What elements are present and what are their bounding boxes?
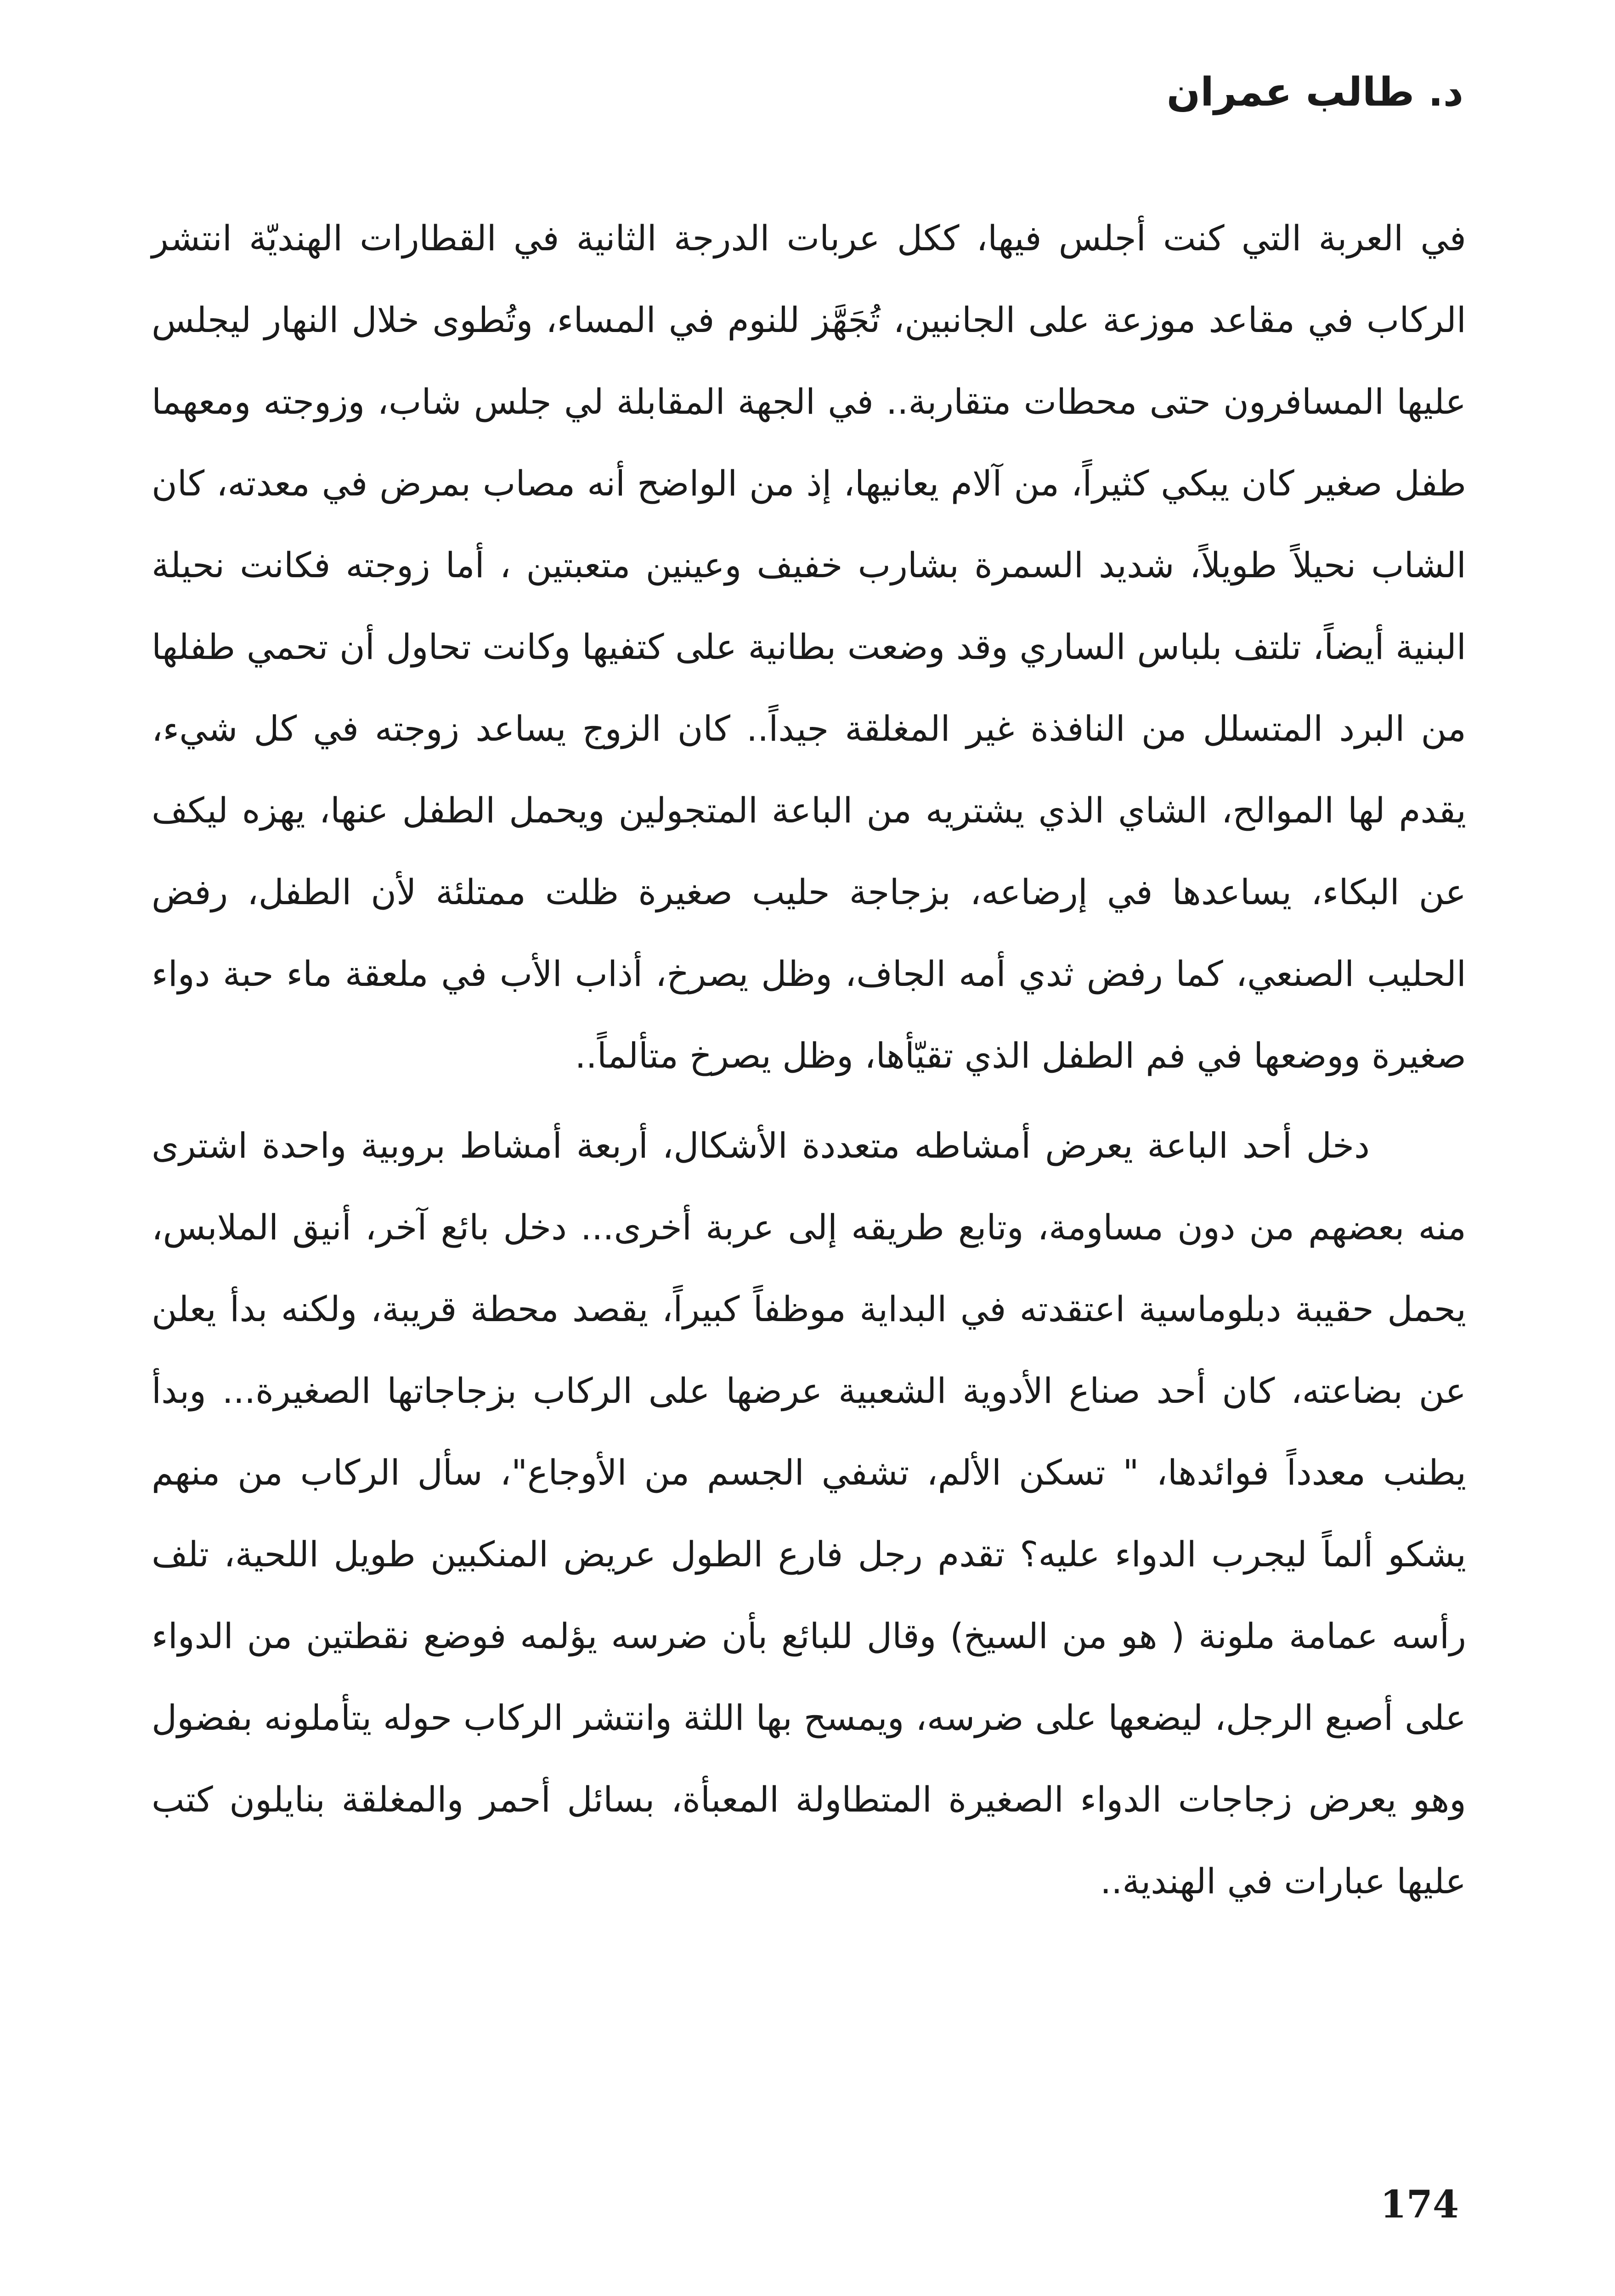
running-header-author: د. طالب عمران bbox=[1166, 69, 1463, 115]
page-number: 174 bbox=[1380, 2183, 1459, 2227]
paragraph-1: في العربة التي كنت أجلس فيها، ككل عربات الدرجة الثانية في القطارات الهنديّة انتشر الركاب في مقاعد موزعة على الجانبين، تُجَهَّز للنوم في المساء، وتُطوى خلال النهار ليجلس عليها المسافرون حتى محطات متقاربة.. في الجهة المقابلة لي جلس شاب، وزوجته ومعهما طفل صغير كان يبكي كثيراً، من آلام يعانيها، إذ من الواضح أنه مصاب بمرض في معدته، كان الشاب نحيلاً طويلاً، شديد السمرة بشارب خفيف وعينين متعبتين ، أما زوجته فكانت نحيلة البنية أيضاً، تلتف بلباس الساري وقد وضعت بطانية على كتفيها وكانت تحاول أن تحمي طفلها من البرد المتسلل من النافذة غير المغلقة جيداً.. كان الزوج يساعد زوجته في كل شيء، يقدم لها الموالح، الشاي الذي يشتريه من الباعة المتجولين ويحمل الطفل عنها، يهزه ليكف عن البكاء، يساعدها في إرضاعه، بزجاجة حليب صغيرة ظلت ممتلئة لأن الطفل، رفض الحليب الصنعي، كما رفض ثدي أمه الجاف، وظل يصرخ، أذاب الأب في ملعقة ماء حبة دواء صغيرة ووضعها في فم الطفل الذي تقيّأها، وظل يصرخ متألماً.. bbox=[152, 218, 1466, 1076]
paragraph-2: دخل أحد الباعة يعرض أمشاطه متعددة الأشكال، أربعة أمشاط بروبية واحدة اشترى منه بعضهم من دون مساومة، وتابع طريقه إلى عربة أخرى... دخل بائع آخر، أنيق الملابس، يحمل حقيبة دبلوماسية اعتقدته في البداية موظفاً كبيراً، يقصد محطة قريبة، ولكنه بدأ يعلن عن بضاعته، كان أحد صناع الأدوية الشعبية عرضها على الركاب بزجاجاتها الصغيرة... وبدأ يطنب معدداً فوائدها، " تسكن الألم، تشفي الجسم من الأوجاع"، سأل الركاب من منهم يشكو ألماً ليجرب الدواء عليه؟ تقدم رجل فارع الطول عريض المنكبين طويل اللحية، تلف رأسه عمامة ملونة ( هو من السيخ) وقال للبائع بأن ضرسه يؤلمه فوضع نقطتين من الدواء على أصبع الرجل، ليضعها على ضرسه، ويمسح بها اللثة وانتشر الركاب حوله يتأملونه بفضول وهو يعرض زجاجات الدواء الصغيرة المتطاولة المعبأة، بسائل أحمر والمغلقة بنايلون كتب عليها عبارات في الهندية.. bbox=[152, 1125, 1466, 1902]
body-text bbox=[152, 197, 1466, 1922]
